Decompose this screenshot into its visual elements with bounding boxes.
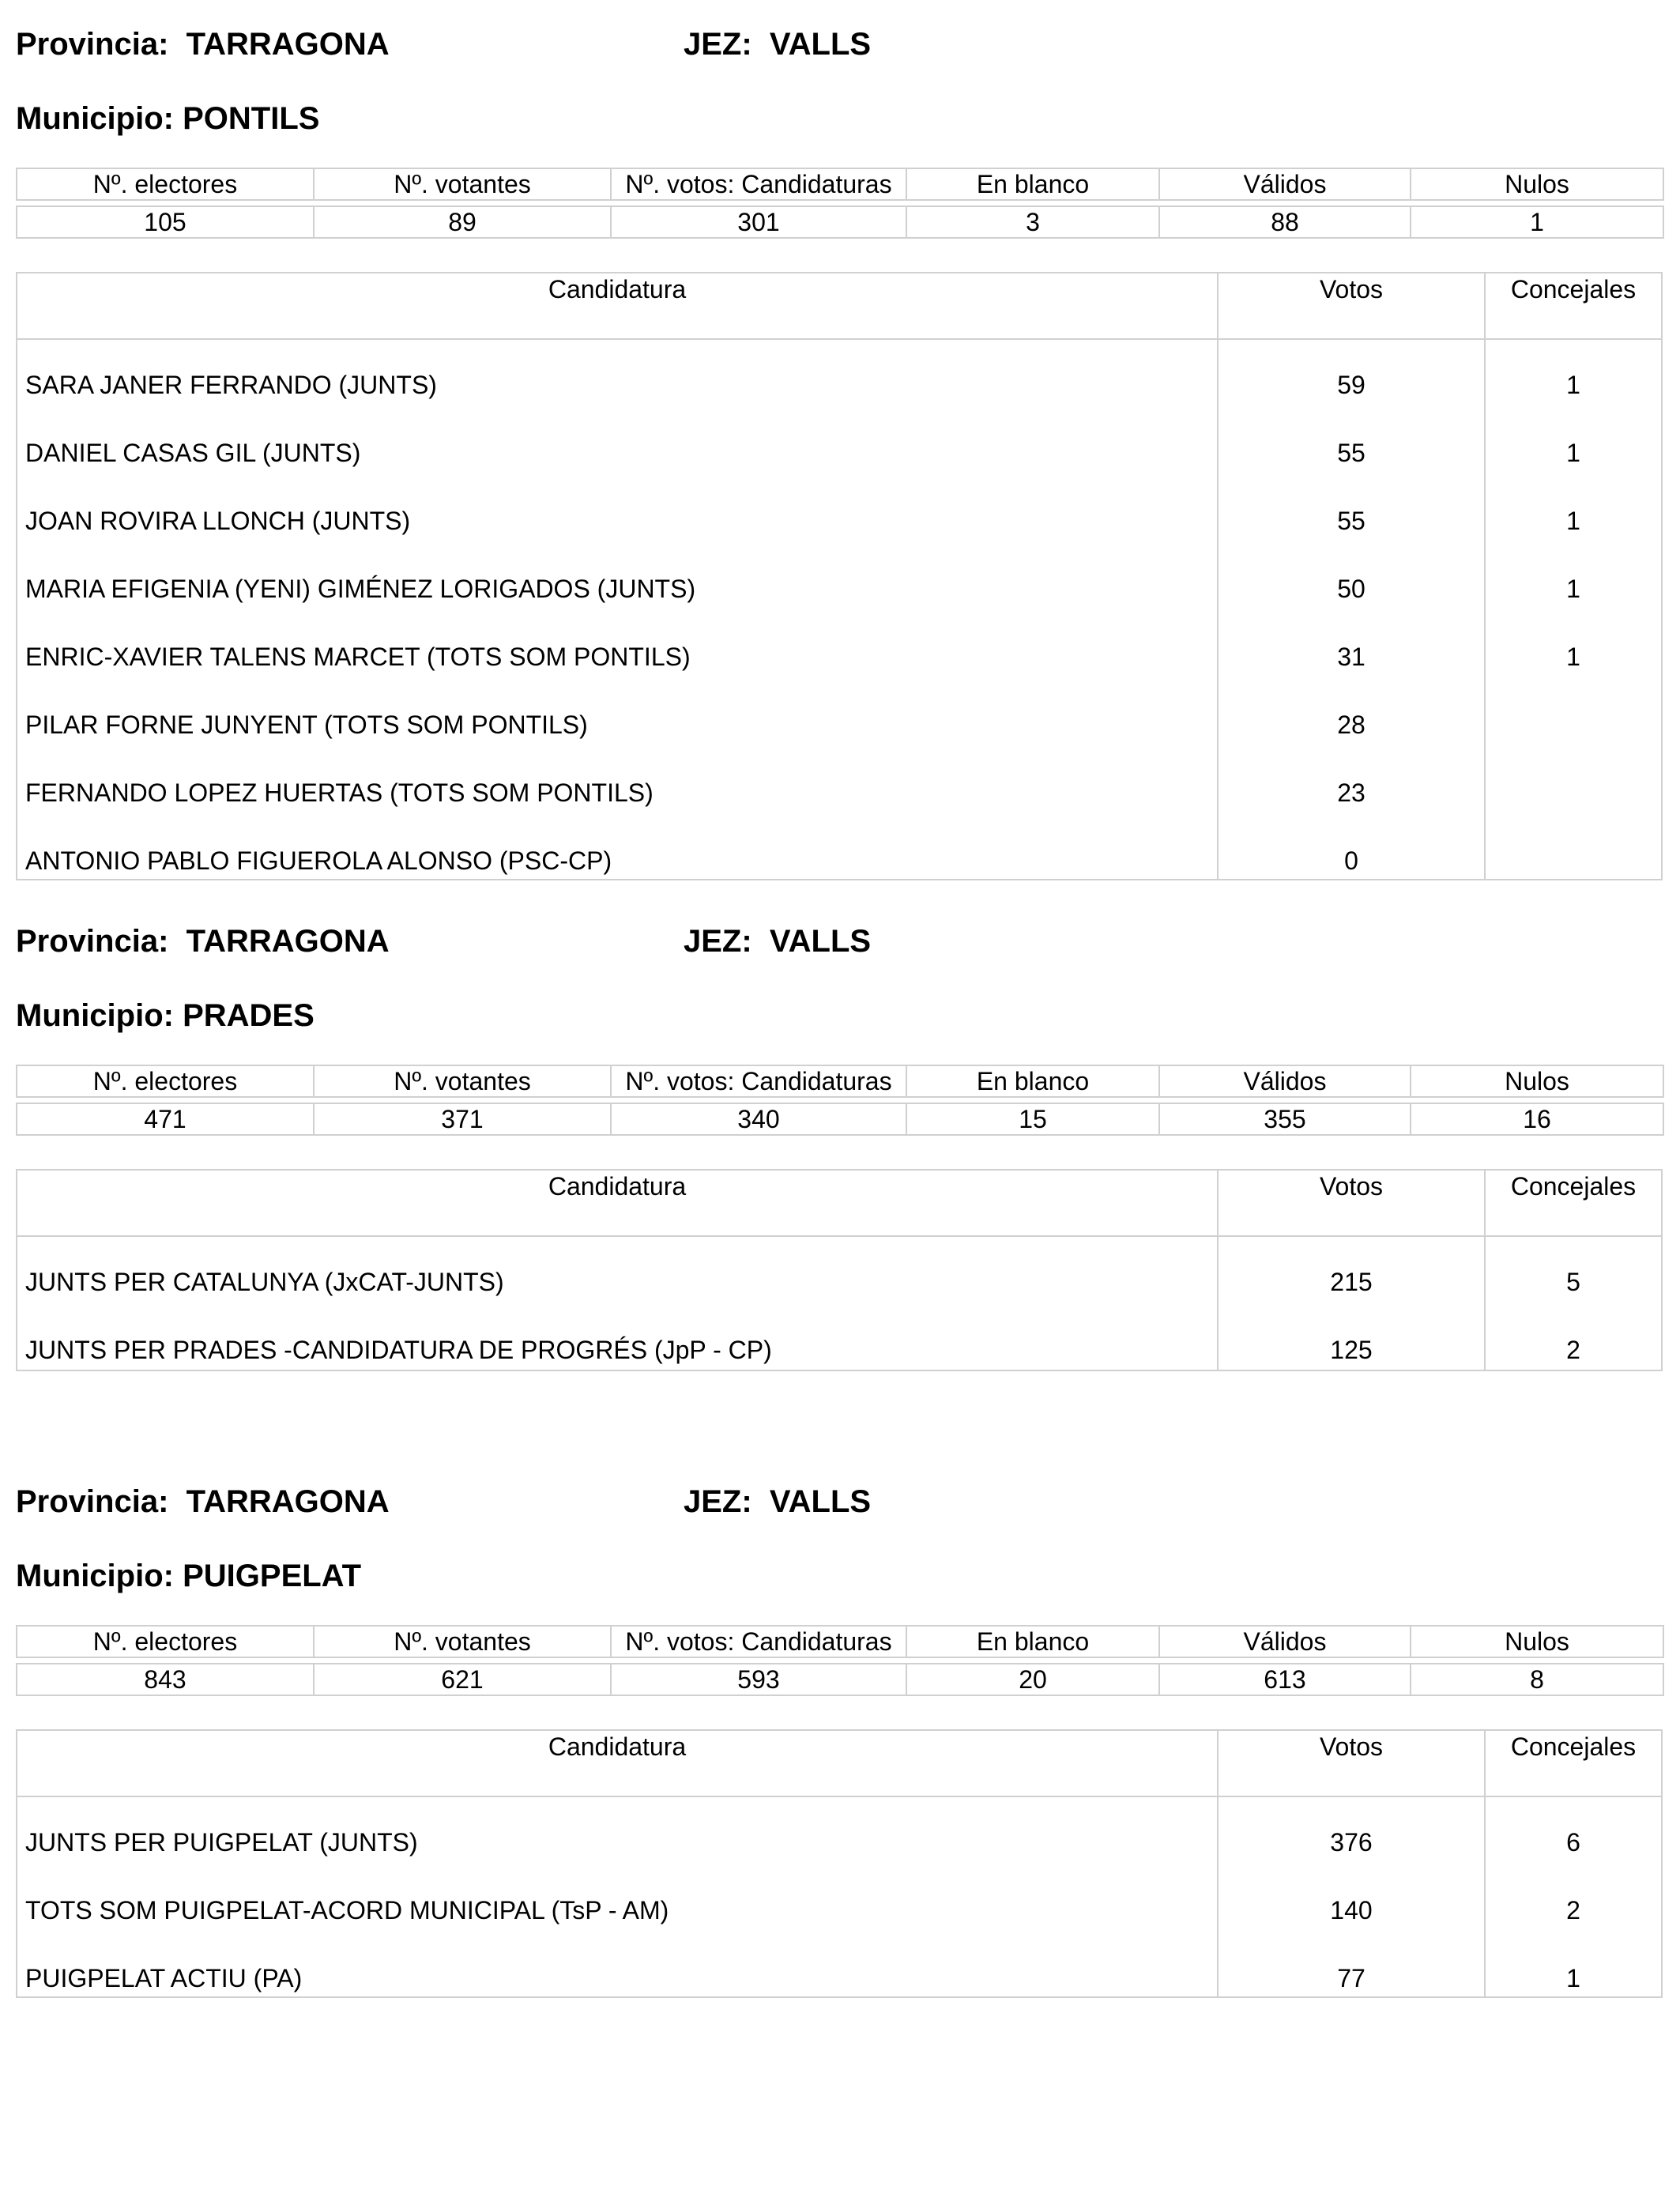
- candidatura-table: [16, 1169, 1663, 1371]
- candidate-concejales: 2: [1566, 1896, 1580, 1924]
- jez-heading: [684, 1483, 871, 1521]
- candidate-name: DANIEL CASAS GIL (JUNTS): [25, 439, 361, 467]
- municipio-value: PUIGPELAT: [183, 1559, 362, 1593]
- stats-header-en-blanco: En blanco: [906, 168, 1159, 200]
- candidate-name: PILAR FORNE JUNYENT (TOTS SOM PONTILS): [25, 711, 588, 739]
- stats-value-en-blanco: 15: [906, 1103, 1159, 1135]
- header-concejales: Concejales: [1510, 1732, 1637, 1761]
- stats-value-nulos: 1: [1411, 206, 1663, 238]
- candidatura-header-row: [17, 273, 1661, 340]
- stats-header-row: [17, 168, 1663, 200]
- stats-header-row: [17, 1626, 1663, 1657]
- votos-column: [1219, 1237, 1486, 1371]
- candidate-name: MARIA EFIGENIA (YENI) GIMÉNEZ LORIGADOS (JUNTS): [25, 575, 696, 603]
- candidate-concejales: 5: [1566, 1268, 1580, 1296]
- provincia-value: TARRAGONA: [186, 1484, 390, 1519]
- candidate-concejales: 1: [1566, 439, 1580, 467]
- municipio-label: Municipio:: [16, 998, 174, 1033]
- stats-value-votos-candidaturas: 301: [611, 206, 906, 238]
- stats-header-votos-candidaturas: Nº. votos: Candidaturas: [611, 1626, 906, 1657]
- municipio-heading: [16, 1557, 361, 1595]
- stats-value-votos-candidaturas: 340: [611, 1103, 906, 1135]
- candidatura-header-row: [17, 1731, 1661, 1797]
- candidate-concejales: [1486, 691, 1661, 759]
- stats-value-validos: 88: [1159, 206, 1411, 238]
- header-candidatura: Candidatura: [17, 273, 1219, 338]
- stats-value-electores: 843: [17, 1664, 314, 1695]
- stats-table: [16, 1625, 1664, 1696]
- candidatura-table: [16, 272, 1663, 880]
- jez-label: JEZ:: [684, 1484, 752, 1519]
- candidatura-header-row: [17, 1171, 1661, 1237]
- provincia-heading: [16, 1483, 390, 1521]
- stats-value-votantes: 621: [314, 1664, 611, 1695]
- stats-header-en-blanco: En blanco: [906, 1065, 1159, 1097]
- stats-header-nulos: Nulos: [1411, 1626, 1663, 1657]
- jez-label: JEZ:: [684, 924, 752, 959]
- votos-column: [1219, 1797, 1486, 1998]
- stats-header-validos: Válidos: [1159, 1065, 1411, 1097]
- stats-header-validos: Válidos: [1159, 1626, 1411, 1657]
- candidate-name: JOAN ROVIRA LLONCH (JUNTS): [25, 507, 411, 535]
- header-concejales: Concejales: [1510, 1172, 1637, 1201]
- candidate-name: JUNTS PER CATALUNYA (JxCAT-JUNTS): [25, 1268, 504, 1296]
- candidate-votos: 215: [1330, 1268, 1373, 1296]
- candidatura-names-column: [17, 1237, 1219, 1371]
- stats-header-electores: Nº. electores: [17, 168, 314, 200]
- candidate-votos: 55: [1337, 507, 1365, 535]
- candidate-name: PUIGPELAT ACTIU (PA): [25, 1964, 303, 1992]
- municipio-heading: [16, 997, 315, 1035]
- stats-value-row: [17, 1103, 1663, 1135]
- candidatura-names-column: [17, 340, 1219, 880]
- concejales-column: [1486, 1237, 1661, 1371]
- stats-value-nulos: 8: [1411, 1664, 1663, 1695]
- jez-label: JEZ:: [684, 27, 752, 62]
- candidate-votos: 50: [1337, 575, 1365, 603]
- candidate-name: SARA JANER FERRANDO (JUNTS): [25, 371, 437, 399]
- stats-value-validos: 613: [1159, 1664, 1411, 1695]
- provincia-heading: [16, 25, 390, 63]
- concejales-column: [1486, 1797, 1661, 1998]
- stats-header-votantes: Nº. votantes: [314, 1065, 611, 1097]
- stats-header-validos: Válidos: [1159, 168, 1411, 200]
- municipio-label: Municipio:: [16, 101, 174, 136]
- header-candidatura: Candidatura: [17, 1171, 1219, 1235]
- candidate-concejales: [1486, 759, 1661, 827]
- stats-value-votantes: 371: [314, 1103, 611, 1135]
- municipio-value: PONTILS: [183, 101, 320, 136]
- stats-value-validos: 355: [1159, 1103, 1411, 1135]
- candidate-votos: 77: [1337, 1964, 1365, 1992]
- stats-table: [16, 1065, 1664, 1136]
- jez-heading: [684, 922, 871, 960]
- candidatura-table: [16, 1729, 1663, 1998]
- stats-header-electores: Nº. electores: [17, 1626, 314, 1657]
- provincia-label: Provincia:: [16, 1484, 169, 1519]
- candidate-concejales: 1: [1566, 575, 1580, 603]
- stats-value-electores: 105: [17, 206, 314, 238]
- jez-value: VALLS: [769, 1484, 872, 1519]
- candidate-concejales: 2: [1566, 1336, 1580, 1364]
- header-votos: Votos: [1219, 1731, 1486, 1796]
- provincia-heading: [16, 922, 390, 960]
- header-votos: Votos: [1219, 273, 1486, 338]
- municipio-value: PRADES: [183, 998, 315, 1033]
- candidate-votos: 55: [1337, 439, 1365, 467]
- candidate-name: TOTS SOM PUIGPELAT-ACORD MUNICIPAL (TsP - AM): [25, 1896, 669, 1924]
- candidatura-names-column: [17, 1797, 1219, 1998]
- candidate-concejales: [1486, 827, 1661, 895]
- candidate-name: FERNANDO LOPEZ HUERTAS (TOTS SOM PONTILS): [25, 778, 654, 807]
- votos-column: [1219, 340, 1486, 880]
- stats-table: [16, 168, 1664, 239]
- candidate-votos: 376: [1330, 1828, 1373, 1857]
- provincia-value: TARRAGONA: [186, 924, 390, 959]
- concejales-column: [1486, 340, 1661, 880]
- candidate-concejales: 1: [1566, 1964, 1580, 1992]
- stats-header-votos-candidaturas: Nº. votos: Candidaturas: [611, 168, 906, 200]
- jez-value: VALLS: [769, 924, 872, 959]
- candidate-votos: 59: [1337, 371, 1365, 399]
- stats-value-en-blanco: 3: [906, 206, 1159, 238]
- candidate-concejales: 1: [1566, 507, 1580, 535]
- header-candidatura: Candidatura: [17, 1731, 1219, 1796]
- candidate-votos: 28: [1337, 711, 1365, 739]
- header-concejales: Concejales: [1510, 275, 1637, 303]
- stats-value-row: [17, 1664, 1663, 1695]
- provincia-value: TARRAGONA: [186, 27, 390, 62]
- candidate-concejales: 1: [1566, 371, 1580, 399]
- candidate-name: JUNTS PER PRADES -CANDIDATURA DE PROGRÉS (JpP - CP): [25, 1336, 772, 1364]
- header-votos: Votos: [1219, 1171, 1486, 1235]
- stats-header-votantes: Nº. votantes: [314, 168, 611, 200]
- stats-value-en-blanco: 20: [906, 1664, 1159, 1695]
- candidate-votos: 23: [1337, 778, 1365, 807]
- candidate-name: JUNTS PER PUIGPELAT (JUNTS): [25, 1828, 418, 1857]
- candidate-votos: 125: [1330, 1336, 1373, 1364]
- candidate-concejales: 1: [1566, 643, 1580, 671]
- candidate-concejales: 6: [1566, 1828, 1580, 1857]
- stats-value-row: [17, 206, 1663, 238]
- municipio-heading: [16, 100, 319, 138]
- stats-header-electores: Nº. electores: [17, 1065, 314, 1097]
- stats-value-votantes: 89: [314, 206, 611, 238]
- stats-header-row: [17, 1065, 1663, 1097]
- municipio-label: Municipio:: [16, 1559, 174, 1593]
- jez-value: VALLS: [769, 27, 872, 62]
- provincia-label: Provincia:: [16, 27, 169, 62]
- candidate-votos: 140: [1330, 1896, 1373, 1924]
- stats-header-nulos: Nulos: [1411, 1065, 1663, 1097]
- stats-header-votos-candidaturas: Nº. votos: Candidaturas: [611, 1065, 906, 1097]
- jez-heading: [684, 25, 871, 63]
- candidate-votos: 0: [1344, 846, 1358, 875]
- stats-value-electores: 471: [17, 1103, 314, 1135]
- provincia-label: Provincia:: [16, 924, 169, 959]
- candidate-name: ENRIC-XAVIER TALENS MARCET (TOTS SOM PONTILS): [25, 643, 691, 671]
- stats-header-nulos: Nulos: [1411, 168, 1663, 200]
- stats-value-nulos: 16: [1411, 1103, 1663, 1135]
- candidate-votos: 31: [1337, 643, 1365, 671]
- candidate-name: ANTONIO PABLO FIGUEROLA ALONSO (PSC-CP): [25, 846, 612, 875]
- stats-header-votantes: Nº. votantes: [314, 1626, 611, 1657]
- stats-value-votos-candidaturas: 593: [611, 1664, 906, 1695]
- stats-header-en-blanco: En blanco: [906, 1626, 1159, 1657]
